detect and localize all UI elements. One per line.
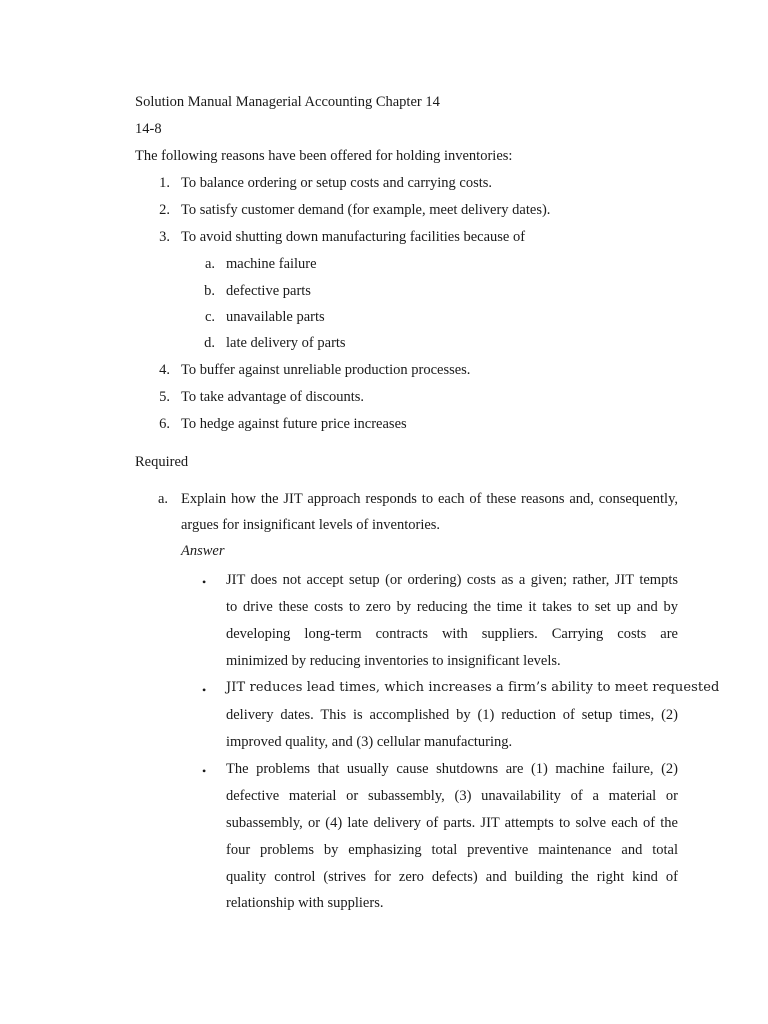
required-item-line: Explain how the JIT approach responds to each of these reasons and, consequently, (181, 491, 678, 507)
reason-number: 1. (159, 175, 170, 191)
document-title: Solution Manual Managerial Accounting Chapter 14 (135, 94, 440, 110)
reason-text: To take advantage of discounts. (181, 389, 364, 405)
answer-line: defective material or subassembly, (3) unavailability of a material or (226, 788, 678, 804)
answer-line: delivery dates. This is accomplished by (1) reduction of setup times, (2) (226, 707, 678, 723)
answer-line: relationship with suppliers. (226, 895, 384, 911)
reason-text: To balance ordering or setup costs and carrying costs. (181, 175, 493, 191)
problem-number: 14-8 (135, 121, 162, 137)
reason-text: To buffer against unreliable production processes. (181, 362, 471, 378)
intro-text: The following reasons have been offered for holding inventories: (135, 148, 513, 164)
subreason-letter: c. (204, 309, 215, 325)
answer-line: JIT reduces lead times, which increases a firm’s ability to meet requested (226, 680, 720, 695)
subreason-text: defective parts (226, 283, 311, 299)
answer-line: quality control (strives for zero defects) and building the right kind of (226, 869, 678, 885)
bullet-icon: • (202, 764, 207, 778)
answer-line: JIT does not accept setup (or ordering) costs as a given; rather, JIT tempts (226, 572, 678, 588)
reason-text: To avoid shutting down manufacturing facilities because of (181, 229, 526, 245)
answer-line: four problems by emphasizing total preventive maintenance and total (226, 842, 678, 858)
answer-line: minimized by reducing inventories to insignificant levels. (226, 653, 561, 669)
subreason-text: late delivery of parts (226, 335, 346, 351)
required-item-letter: a. (158, 491, 169, 507)
bullet-icon: • (202, 575, 207, 589)
reason-number: 6. (159, 416, 170, 432)
required-item-line: argues for insignificant levels of inventories. (181, 517, 441, 533)
subreason-text: machine failure (226, 256, 317, 272)
answer-label: Answer (181, 543, 225, 559)
answer-line: subassembly, or (4) late delivery of parts. JIT attempts to solve each of the (226, 815, 678, 831)
required-heading: Required (135, 454, 189, 470)
reason-number: 2. (159, 202, 170, 218)
subreason-text: unavailable parts (226, 309, 325, 325)
reason-number: 5. (159, 389, 170, 405)
reason-number: 3. (159, 229, 170, 245)
reason-text: To satisfy customer demand (for example, meet delivery dates). (181, 202, 551, 218)
reason-text: To hedge against future price increases (181, 416, 407, 432)
bullet-icon: • (202, 683, 207, 697)
subreason-letter: d. (204, 335, 215, 351)
answer-line: improved quality, and (3) cellular manufacturing. (226, 734, 513, 750)
answer-line: to drive these costs to zero by reducing the time it takes to set up and by (226, 599, 678, 615)
answer-line: developing long-term contracts with suppliers. Carrying costs are (226, 626, 678, 642)
reason-number: 4. (159, 362, 170, 378)
subreason-letter: a. (204, 256, 215, 272)
answer-line: The problems that usually cause shutdowns are (1) machine failure, (2) (226, 761, 678, 777)
subreason-letter: b. (204, 283, 215, 299)
